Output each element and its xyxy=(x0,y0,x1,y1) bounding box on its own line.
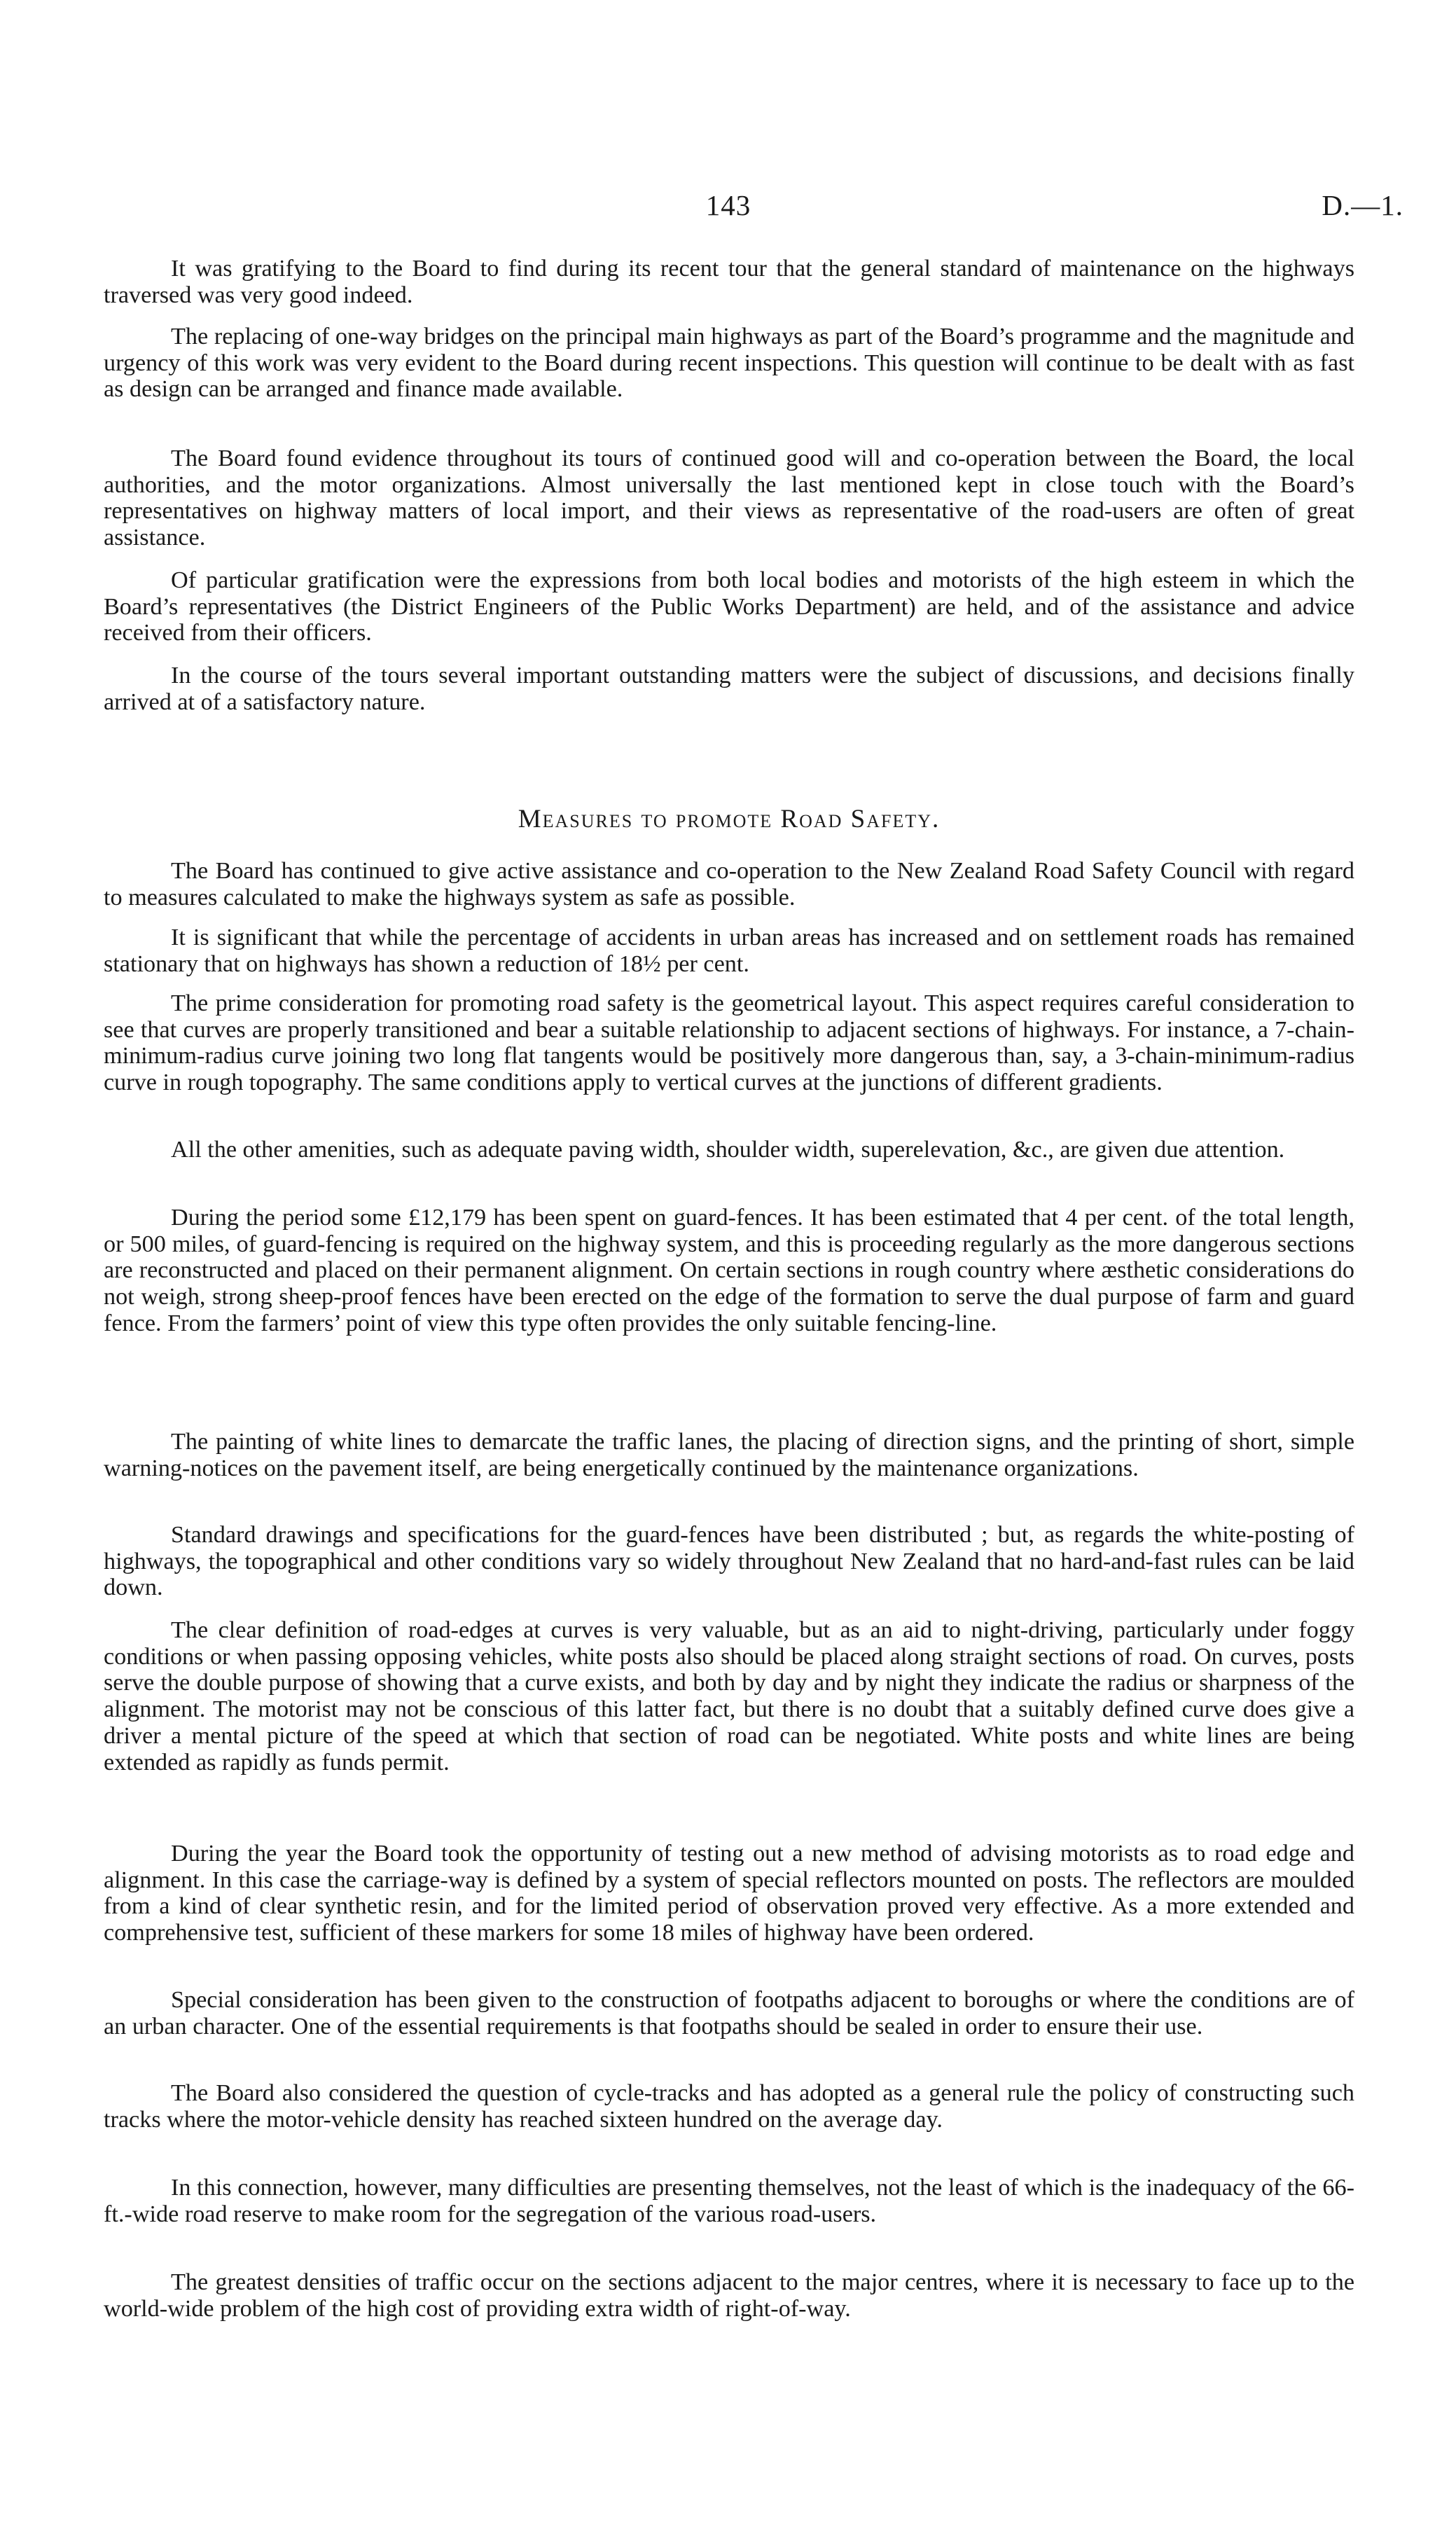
paragraph-text: In the course of the tours several important outstanding matters were the subject of discussions, and decisions finally arrived at of a satisfactory nature. xyxy=(104,663,1354,715)
intro-paragraph xyxy=(104,445,1354,551)
section-paragraph xyxy=(104,2269,1354,2322)
paragraph-text: The prime consideration for promoting road safety is the geometrical layout. This aspect requires careful consideration to see that curves are properly transitioned and bear a suitable relationship to adjacent sections of highways. For instance, a 7-chain-minimum-radius curve joining two long flat tangents would be positively more dangerous than, say, a 3-chain-minimum-radius curve in rough topography. The same conditions apply to vertical curves at the junctions of different gradients. xyxy=(104,990,1354,1096)
intro-paragraph xyxy=(104,324,1354,403)
paragraph-text: The Board found evidence throughout its tours of continued good will and co-operation between the Board, the local authorities, and the motor organizations. Almost universally the last mentioned kept in close touch with the Board’s representatives on highway matters of local import, and their views as representative of the road-users are often of great assistance. xyxy=(104,445,1354,551)
intro-paragraph xyxy=(104,256,1354,308)
section-paragraph xyxy=(104,1841,1354,1946)
paragraph-text: In this connection, however, many difficulties are presenting themselves, not the least of which is the inadequacy of the 66-ft.-wide road reserve to make room for the segregation of the various road-users. xyxy=(104,2175,1354,2227)
intro-paragraph xyxy=(104,567,1354,646)
section-paragraph xyxy=(104,1987,1354,2040)
paragraph-text: The replacing of one-way bridges on the principal main highways as part of the Board’s programme and the magnitude and urgency of this work was very evident to the Board during recent inspections. This question will continue to be dealt with as fast as design can be arranged and finance made available. xyxy=(104,324,1354,403)
paragraph-text: It is significant that while the percentage of accidents in urban areas has increased and on settlement roads has remained stationary that on highways has shown a reduction of 18½ per cent. xyxy=(104,925,1354,977)
paragraph-text: Standard drawings and specifications for the guard-fences have been distributed ; but, as regards the white-posting of highways, the topographical and other conditions vary so widely throughout New Zealand that no hard-and-fast rules can be laid down. xyxy=(104,1522,1354,1601)
paragraph-text: Of particular gratification were the expressions from both local bodies and motorists of the high esteem in which the Board’s representatives (the District Engineers of the Public Works Department) are held, and of the assistance and advice received from their officers. xyxy=(104,567,1354,646)
paragraph-text: The clear definition of road-edges at curves is very valuable, but as an aid to night-driving, particularly under foggy conditions or when passing opposing vehicles, white posts also should be placed along straight sections of road. On curves, posts serve the double purpose of showing that a curve exists, and both by day and by night they indicate the radius or sharpness of the alignment. The motorist may not be conscious of this latter fact, but there is no doubt that a suitably defined curve does give a driver a mental picture of the speed at which that section of road can be negotiated. White posts and white lines are being extended as rapidly as funds permit. xyxy=(104,1617,1354,1775)
section-paragraph xyxy=(104,1429,1354,1481)
paragraph-text: The Board also considered the question of cycle-tracks and has adopted as a general rule the policy of constructing such tracks where the motor-vehicle density has reached sixteen hundred on the average day. xyxy=(104,2080,1354,2133)
section-paragraph xyxy=(104,858,1354,911)
section-paragraph xyxy=(104,2175,1354,2227)
section-paragraph xyxy=(104,1137,1354,1163)
paragraph-text: It was gratifying to the Board to find during its recent tour that the general standard of maintenance on the highways traversed was very good indeed. xyxy=(104,256,1354,308)
page-number: 143 xyxy=(705,189,751,221)
section-paragraph xyxy=(104,925,1354,977)
paragraph-text: Special consideration has been given to the construction of footpaths adjacent to boroughs or where the conditions are of an urban character. One of the essential requirements is that footpaths should be sealed in order to ensure their use. xyxy=(104,1987,1354,2040)
section-paragraph xyxy=(104,990,1354,1096)
document-reference: D.—1. xyxy=(1322,189,1403,221)
paragraph-text: During the year the Board took the opportunity of testing out a new method of advising motorists as to road edge and alignment. In this case the carriage-way is defined by a system of special reflectors mounted on posts. The reflectors are moulded from a kind of clear synthetic resin, and for the limited period of observation proved very effective. As a more extended and comprehensive test, sufficient of these markers for some 18 miles of highway have been ordered. xyxy=(104,1841,1354,1946)
intro-paragraph xyxy=(104,663,1354,715)
section-paragraph xyxy=(104,1617,1354,1775)
section-paragraph xyxy=(104,1205,1354,1337)
section-paragraph xyxy=(104,2080,1354,2133)
section-paragraph xyxy=(104,1522,1354,1601)
paragraph-text: During the period some £12,179 has been spent on guard-fences. It has been estimated that 4 per cent. of the total length, or 500 miles, of guard-fencing is required on the highway system, and this is proceeding regularly as the more dangerous sections are reconstructed and placed on their permanent alignment. On certain sections in rough country where æsthetic considerations do not weigh, strong sheep-proof fences have been erected on the edge of the formation to serve the dual purpose of farm and guard fence. From the farmers’ point of view this type often provides the only suitable fencing-line. xyxy=(104,1205,1354,1336)
paragraph-text: The painting of white lines to demarcate the traffic lanes, the placing of direction signs, and the printing of short, simple warning-notices on the pavement itself, are being energetically continued by the maintenance organizations. xyxy=(104,1429,1354,1481)
paragraph-text: All the other amenities, such as adequate paving width, shoulder width, superelevation, &c., are given due attention. xyxy=(171,1137,1285,1163)
paragraph-text: The greatest densities of traffic occur on the sections adjacent to the major centres, where it is necessary to face up to the world-wide problem of the high cost of providing extra width of right-of-way. xyxy=(104,2269,1354,2322)
section-heading: Measures to promote Road Safety. xyxy=(518,805,941,833)
paragraph-text: The Board has continued to give active assistance and co-operation to the New Zealand Road Safety Council with regard to measures calculated to make the highways system as safe as possible. xyxy=(104,858,1354,911)
